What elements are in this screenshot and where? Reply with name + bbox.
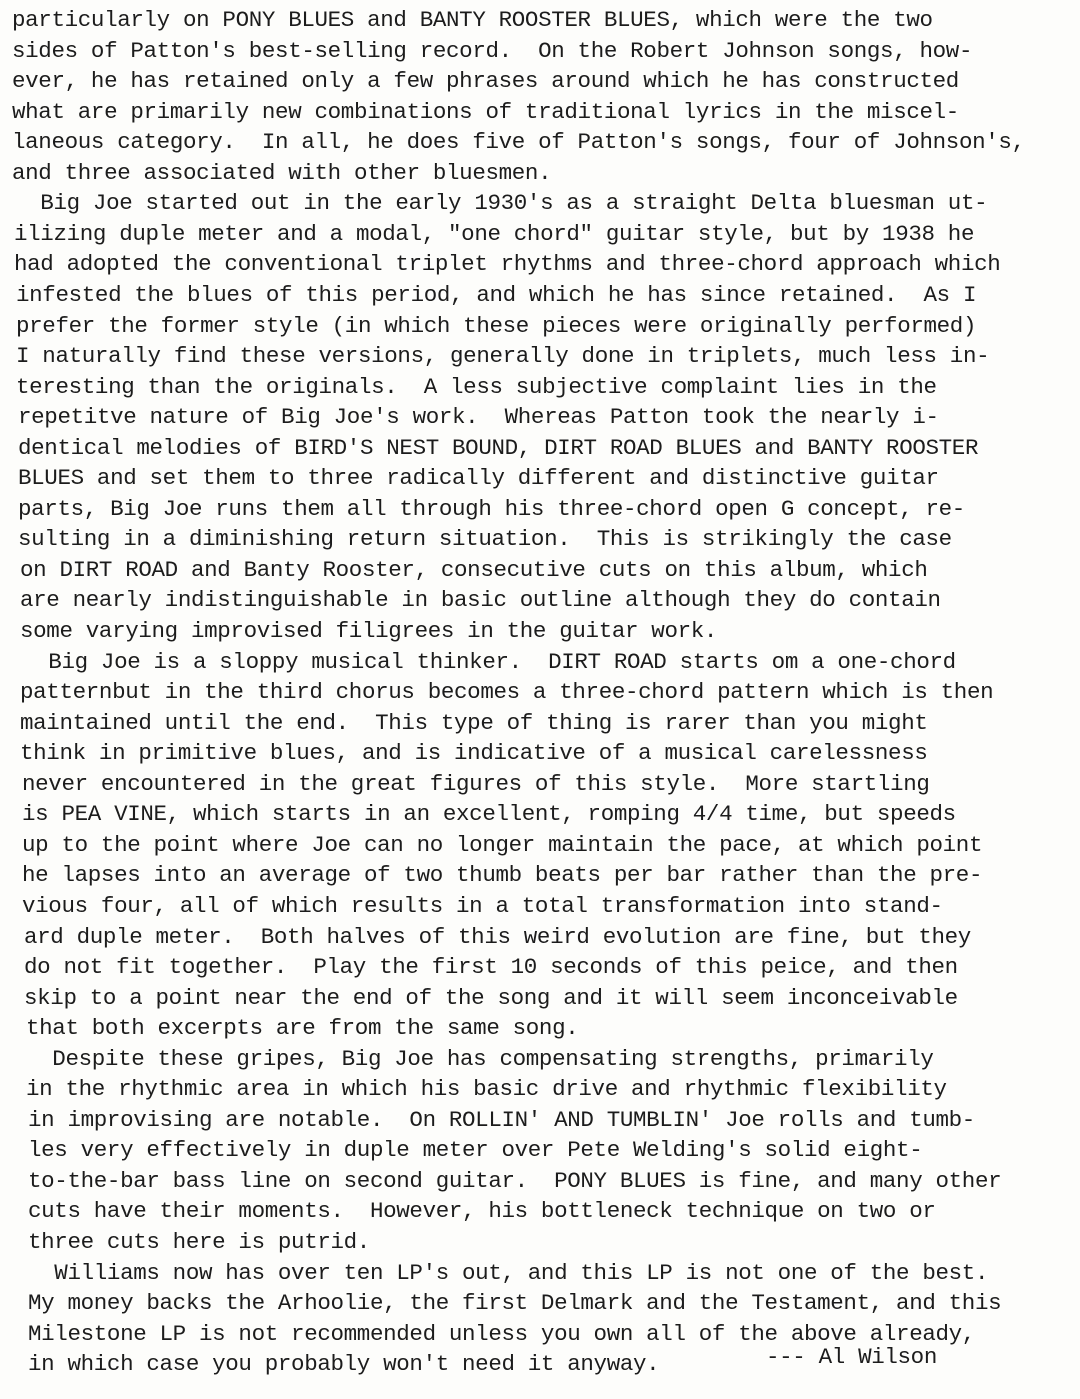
text-line: Despite these gripes, Big Joe has compensating strengths, primarily (26, 1045, 934, 1072)
text-line: in improvising are notable. On ROLLIN' AND TUMBLIN' Joe rolls and tumb- (28, 1106, 975, 1133)
text-line: what are primarily new combinations of traditional lyrics in the miscel- (12, 98, 959, 125)
text-line: ilizing duple meter and a modal, "one chord" guitar style, but by 1938 he (14, 220, 975, 247)
text-line: sides of Patton's best-selling record. On the Robert Johnson songs, how- (12, 37, 973, 64)
text-line: never encountered in the great figures of this style. More startling (22, 770, 930, 797)
text-line: cuts have their moments. However, his bottleneck technique on two or (28, 1198, 936, 1225)
author-signature: --- Al Wilson (766, 1344, 937, 1370)
text-line: in the rhythmic area in which his basic drive and rhythmic flexibility (26, 1076, 947, 1103)
text-line: les very effectively in duple meter over Pete Welding's solid eight- (28, 1137, 923, 1164)
text-line: do not fit together. Play the first 10 seconds of this peice, and then (24, 954, 958, 981)
text-line: are nearly indistinguishable in basic outline although they do contain (20, 587, 941, 614)
text-line: maintained until the end. This type of thing is rarer than you might (20, 709, 928, 736)
text-line: ever, he has retained only a few phrases around which he has constructed (12, 68, 959, 95)
text-line: patternbut in the third chorus becomes a three-chord pattern which is then (20, 679, 994, 706)
text-line: ard duple meter. Both halves of this weird evolution are fine, but they (24, 923, 971, 950)
text-line: laneous category. In all, he does five of Patton's songs, four of Johnson's, (12, 129, 1025, 156)
text-line: had adopted the conventional triplet rhythms and three-chord approach which (14, 251, 1001, 278)
text-line: BLUES and set them to three radically different and distinctive guitar (18, 465, 939, 492)
text-line: that both excerpts are from the same song. (26, 1015, 579, 1042)
text-line: think in primitive blues, and is indicative of a musical carelessness (20, 740, 928, 767)
text-line: to-the-bar bass line on second guitar. PONY BLUES is fine, and many other (28, 1167, 1002, 1194)
text-line: Big Joe is a sloppy musical thinker. DIRT ROAD starts om a one-chord (22, 648, 956, 675)
text-line: My money backs the Arhoolie, the first Delmark and the Testament, and this (28, 1290, 1002, 1317)
text-line: particularly on PONY BLUES and BANTY ROOSTER BLUES, which were the two (12, 7, 933, 33)
text-line: Milestone LP is not recommended unless you own all of the above already, (28, 1320, 975, 1347)
text-line: up to the point where Joe can no longer maintain the pace, at which point (22, 831, 983, 858)
text-line: skip to a point near the end of the song and it will seem inconceivable (24, 984, 958, 1011)
text-line: vious four, all of which results in a total transformation into stand- (22, 892, 943, 919)
text-line: Big Joe started out in the early 1930's as a straight Delta bluesman ut- (14, 190, 988, 217)
text-line: some varying improvised filigrees in the guitar work. (20, 618, 718, 644)
text-line: dentical melodies of BIRD'S NEST BOUND, DIRT ROAD BLUES and BANTY ROOSTER (18, 434, 979, 461)
text-line: infested the blues of this period, and which he has since retained. As I (16, 281, 977, 308)
text-line: is PEA VINE, which starts in an excellent, romping 4/4 time, but speeds (22, 801, 956, 828)
text-line: on DIRT ROAD and Banty Rooster, consecutive cuts on this album, which (20, 556, 928, 583)
text-line: in which case you probably won't need it anyway. (28, 1351, 660, 1378)
text-line: sulting in a diminishing return situation. This is strikingly the case (18, 526, 952, 553)
text-line: prefer the former style (in which these pieces were originally performed) (16, 312, 977, 339)
text-line: repetitve nature of Big Joe's work. Whereas Patton took the nearly i- (18, 404, 939, 431)
text-line: Williams now has over ten LP's out, and this LP is not one of the best. (28, 1259, 989, 1286)
text-line: I naturally find these versions, generally done in triplets, much less in- (16, 343, 990, 370)
text-line: teresting than the originals. A less subjective complaint lies in the (16, 373, 937, 400)
text-line: he lapses into an average of two thumb beats per bar rather than the pre- (22, 862, 983, 889)
text-line: and three associated with other bluesmen. (12, 159, 552, 186)
text-line: three cuts here is putrid. (28, 1229, 370, 1255)
text-line: parts, Big Joe runs them all through his three-chord open G concept, re- (18, 495, 965, 522)
